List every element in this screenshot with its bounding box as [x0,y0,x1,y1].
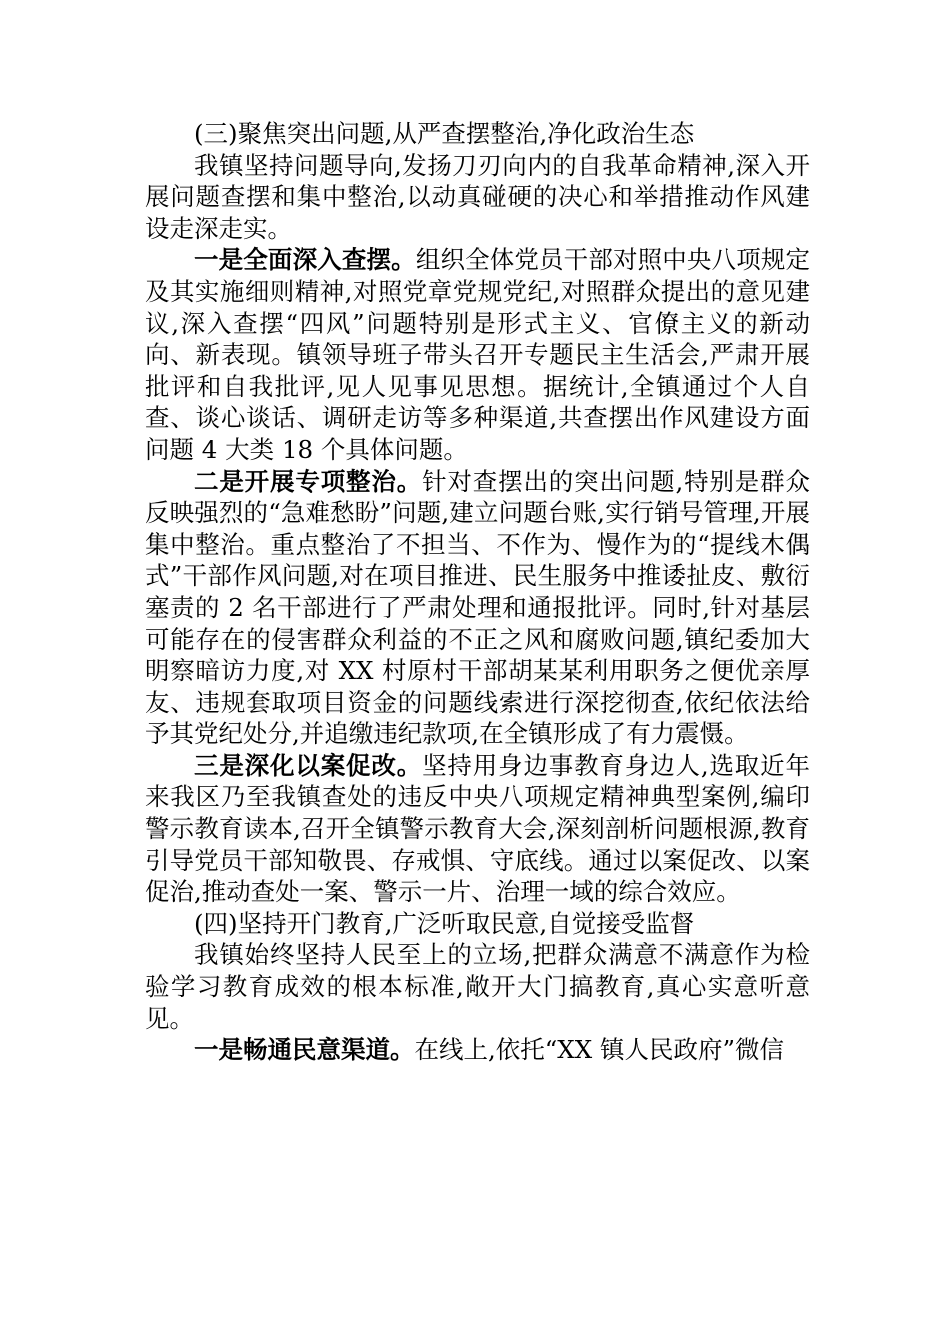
item-paragraph-investigation [145,244,810,465]
paragraph-lead: 一是畅通民意渠道。 [194,1035,415,1065]
item-paragraph-case-reform [145,750,810,908]
heading-text: (三)聚焦突出问题,从严查摆整治,净化政治生态 [194,119,695,148]
item-paragraph-rectification [145,466,810,750]
heading-text: (四)坚持开门教育,广泛听取民意,自觉接受监督 [194,908,695,938]
section-heading-4 [145,908,810,940]
paragraph-text: 坚持用身边事教育身边人,选取近年来我区乃至我镇查处的违反中央八项规定精神典型案例,编印警示教育读本,召开全镇警示教育大会,深刻剖析问题根源,教育引导党员干部知敬畏、存戒惧、守底线。通过以案促改、以案促治,推动查处一案、警示一片、治理一域的综合效应。 [145,750,810,907]
section-heading-3 [145,118,810,150]
paragraph-text: 我镇始终坚持人民至上的立场,把群众满意不满意作为检验学习教育成效的根本标准,敞开大门搞教育,真心实意听意见。 [145,940,810,1033]
item-paragraph-public-opinion [145,1034,810,1066]
body-paragraph [145,150,810,245]
paragraph-text: 针对查摆出的突出问题,特别是群众反映强烈的“急难愁盼”问题,建立问题台账,实行销号管理,开展集中整治。重点整治了不担当、不作为、慢作为的“提线木偶式”干部作风问题,对在项目推进、民生服务中推诿扯皮、敷衍塞责的 2 名干部进行了严肃处理和通报批评。同时,针对基层可能存在的侵害群众利益的不正之风和腐败问题,镇纪委加大明察暗访力度,对 XX 村原村干部胡某某利用职务之便优亲厚友、违规套取项目资金的问题线索进行深挖彻查,依纪依法给予其党纪处分,并追缴违纪款项,在全镇形成了有力震慑。 [145,466,810,749]
paragraph-text: 组织全体党员干部对照中央八项规定及其实施细则精神,对照党章党规党纪,对照群众提出的意见建议,深入查摆“四风”问题特别是形式主义、官僚主义的新动向、新表现。镇领导班子带头召开专题民主生活会,严肃开展批评和自我批评,见人见事见思想。据统计,全镇通过个人自查、谈心谈话、调研走访等多种渠道,共查摆出作风建设方面问题 4 大类 18 个具体问题。 [145,245,810,464]
paragraph-lead: 一是全面深入查摆。 [194,245,416,275]
paragraph-text: 我镇坚持问题导向,发扬刀刃向内的自我革命精神,深入开展问题查摆和集中整治,以动真碰硬的决心和举措推动作风建设走深走实。 [145,150,810,243]
paragraph-text: 在线上,依托“XX 镇人民政府”微信 [414,1035,785,1065]
paragraph-lead: 二是开展专项整治。 [194,466,423,496]
document-page [145,118,810,1066]
paragraph-lead: 三是深化以案促改。 [194,750,423,780]
body-paragraph [145,939,810,1034]
